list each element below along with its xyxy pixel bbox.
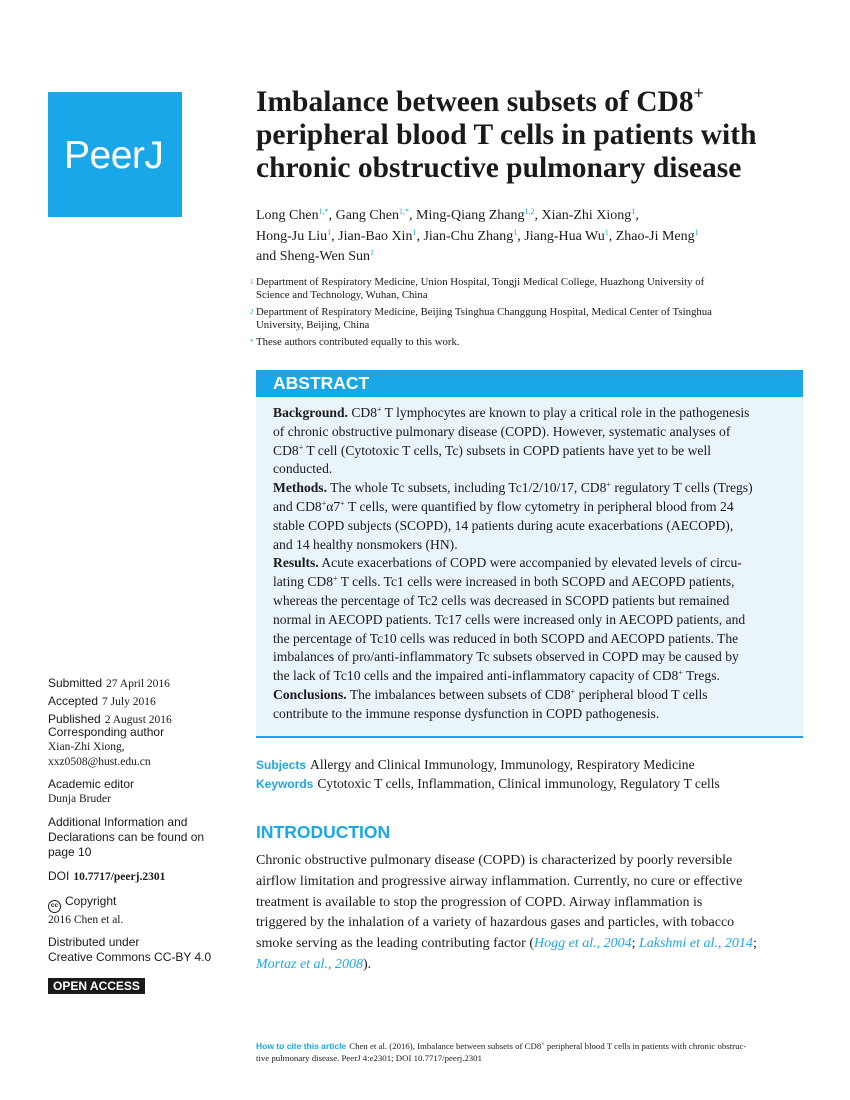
additional-info-block[interactable]: Additional Information and Declarations can be found on page 10 <box>48 815 205 859</box>
keywords-label: Keywords <box>256 777 314 791</box>
logo-text: PeerJ <box>64 134 164 177</box>
corresponding-email-link[interactable]: xxz0508@hust.edu.cn <box>48 756 151 768</box>
author[interactable]: Gang Chen$^{1,*}$ <box>335 207 409 223</box>
author[interactable]: Hong-Ju Liu$^1$ <box>256 227 332 244</box>
doi-block: DOI 10.7717/peerj.2301 <box>48 869 166 883</box>
author[interactable]: Jiang-Hua Wu$^1$ <box>524 227 609 244</box>
citation-link[interactable]: Mortaz et al., 2008 <box>256 956 363 972</box>
author[interactable]: Zhao-Ji Meng$^1$ <box>615 227 699 244</box>
cite-label: How to cite this article <box>256 1041 347 1051</box>
copyright-block: cc Copyright 2016 Chen et al. <box>48 894 124 926</box>
abstract-header <box>256 370 803 397</box>
dates-block: Submitted 27 April 2016 Accepted 7 July 2016 Published 2 August 2016 <box>48 676 172 726</box>
license-link[interactable]: Creative Commons CC-BY 4.0 <box>48 950 212 964</box>
affiliation: 2 Department of Respiratory Medicine, Beijing Tsinghua Changgung Hospital, Medical Center of Tsinghua University, Beijing, China <box>250 306 712 331</box>
keywords-value: Cytotoxic T cells, Inflammation, Clinical immunology, Regulatory T cells <box>317 776 720 791</box>
subjects-value: Allergy and Clinical Immunology, Immunology, Respiratory Medicine <box>310 757 695 772</box>
introduction-heading: INTRODUCTION <box>256 822 391 842</box>
peerj-logo <box>48 92 182 217</box>
academic-editor-block: Academic editor Dunja Bruder <box>48 777 135 805</box>
citation-footer: How to cite this article Chen et al. (2016), Imbalance between subsets of CD8+ peripheral blood T cells in patients with chronic obstruc- tive pulmonary disease. PeerJ 4:e2301; DOI 10.7717/peerj.2301 <box>256 1041 747 1063</box>
subjects-label: Subjects <box>256 758 307 772</box>
keywords-line <box>256 776 720 792</box>
citation-link[interactable]: Lakshmi et al., 2014 <box>638 936 753 952</box>
doi-link[interactable]: 10.7717/peerj.2301 <box>73 871 166 883</box>
open-access-badge: OPEN ACCESS <box>48 978 145 994</box>
license-block: Distributed under Creative Commons CC-BY 4.0 <box>48 935 238 965</box>
citation-link[interactable]: Hogg et al., 2004 <box>533 936 632 952</box>
author-list: Long Chen$^{1,*}$, Gang Chen$^{1,*}$, Ming-Qiang Zhang$^{1,2}$, Xian-Zhi Xiong$^1$, Hong-Ju Liu$^1$, Jian-Bao Xin$^1$, Jian-Chu Zhang$^1$, Jiang-Hua Wu$^1$, Zhao-Ji Meng$^1$ and Sheng-Wen Sun$^1$ <box>256 207 699 264</box>
creative-commons-icon: cc <box>48 900 61 913</box>
author[interactable]: Jian-Chu Zhang$^1$ <box>423 227 518 244</box>
author[interactable]: Xian-Zhi Xiong$^1$ <box>541 207 636 223</box>
affiliation: 1 Department of Respiratory Medicine, Union Hospital, Tongji Medical College, Huazhong University of Science and Technology, Wuhan, China <box>250 276 705 301</box>
affiliation-note: * These authors contributed equally to this work. <box>250 336 460 348</box>
introduction-text: Chronic obstructive pulmonary disease (COPD) is characterized by poorly reversible airflow limitation and progressive airway inflammation. Currently, no cure or effective treatment is available to stop the progression of COPD. Airway inflammation is triggered by the inhalation of a variety of hazardous gases and particles, with tobacco smoke serving as the leading contributing factor (Hogg et al., 2004; Lakshmi et al., 2014; Mortaz et al., 2008). <box>256 853 757 972</box>
author[interactable]: Ming-Qiang Zhang$^{1,2}$ <box>416 207 535 223</box>
paper-title: Imbalance between subsets of CD8+ peripheral blood T cells in patients with chronic obstructive pulmonary disease <box>256 83 757 184</box>
abstract-heading: ABSTRACT <box>273 373 370 393</box>
corresponding-author-block: Corresponding author Xian-Zhi Xiong, xxz0508@hust.edu.cn <box>48 725 238 770</box>
abstract-box <box>256 370 803 738</box>
abstract-text: Background. CD8+ T lymphocytes are known to play a critical role in the pathogenesis of chronic obstructive pulmonary disease (COPD). However, systematic analyses of CD8+ T cell (Cytotoxic T cells, Tc) subsets in COPD patients have yet to be well conducted. Methods. The whole Tc subsets, including Tc1/2/10/17, CD8+ regulatory T cells (Tregs) and CD8+α7+ T cells, were quantified by flow cytometry in peripheral blood from 24 stable COPD subjects (SCOPD), 14 patients during acute exacerbations (AECOPD), and 14 healthy nonsmokers (HN). Results. Acute exacerbations of COPD were accompanied by elevated levels of circu- lating CD8+ T cells. Tc1 cells were increased in both SCOPD and AECOPD patients, whereas the percentage of Tc2 cells was decreased in SCOPD patients but remained normal in AECOPD patients. Tc17 cells were increased only in AECOPD patients, and the percentage of Tc10 cells was reduced in both SCOPD and AECOPD patients. The imbalances of pro/anti-inflammatory Tc subsets observed in COPD may be caused by the lack of Tc10 cells and the impaired anti-inflammatory capacity of CD8+ Tregs. Conclusions. The imbalances between subsets of CD8+ peripheral blood T cells contribute to the immune response dysfunction in COPD pathogenesis. <box>273 405 753 721</box>
subjects-line <box>256 757 695 773</box>
author[interactable]: Sheng-Wen Sun$^1$ <box>279 248 374 264</box>
author[interactable]: Jian-Bao Xin$^1$ <box>338 227 417 244</box>
author[interactable]: Long Chen$^{1,*}$ <box>256 207 329 223</box>
